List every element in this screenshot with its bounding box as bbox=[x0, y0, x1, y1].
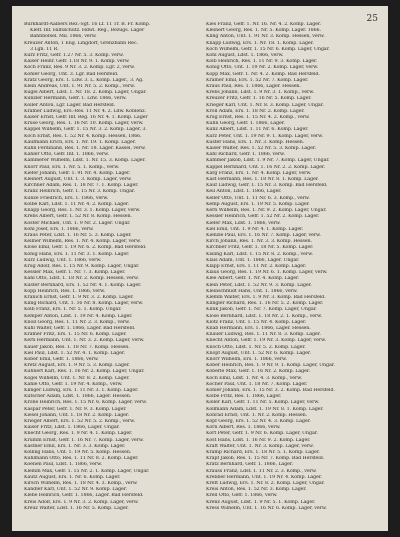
list-item: Krieger Karl, Unt. 1. Nr. 8. 3. Komp. Lager, Ungar. bbox=[206, 102, 324, 108]
list-item: Kolbe Karl, Ldst. 1. 11 Nr. 4. 2. Komp. Lager. bbox=[24, 201, 129, 207]
list-item: Kolling Hans, Unt. 1. 19 Nr. 5. Komp. Hessen. bbox=[24, 450, 132, 456]
list-item: Kies Franz, Gefr. 1. Nr. 16. Nr. 4. 2. Komp. Lager. bbox=[206, 22, 321, 27]
document-page bbox=[12, 6, 388, 531]
list-item: Krumm Ernst, Gefr. 1. 16 Nr. 7. Komp. Lager, verw. bbox=[24, 437, 144, 443]
list-item: Kisling Karl, Ldst. 1. 15 Nr. 8. 2. Komp., verw. bbox=[206, 251, 313, 257]
list-item: Knorr Wilhelm, Ers. 1. 1866, verw. bbox=[206, 356, 287, 362]
list-item: Kaufmann Erich, Ers. 1. Nr. 19. 1. Komp. Lager. bbox=[24, 139, 136, 145]
list-item: Kutscher Adam, Ldst. 1. 1866, Lager. Hessen. bbox=[24, 394, 132, 400]
list-item: Kemper Anton, Ldst. 1. 19 Nr. 4. Komp. Lager. bbox=[24, 313, 133, 319]
list-item: Kroll Adam, Ers. 1. 18 Nr. 2. Komp. Lager. bbox=[206, 108, 305, 114]
list-item: Kreis Adolf, Ers. 1. 9 Nr. 3. 2. Komp. Lager, verw. bbox=[24, 499, 139, 505]
list-item: Kern Hermann, Unt. 1. Nr. 3. 2. Komp. Lager, verw. bbox=[24, 338, 145, 344]
list-item: Kratz Georg, Ers. 1. Ldw. 3. L. Komp. Lager., 3. Ag. bbox=[24, 77, 144, 83]
list-item: Kammer Jakob, Ldst. 1. 9 Nr. 7. Komp. Lager, Ungar. bbox=[206, 158, 330, 164]
list-item: Kolb Heinrich, Res. 1. 11 Nr. 9. 3. Komp. Lager. bbox=[206, 59, 318, 65]
list-item: Kuster Hans, Ers. 1. Nr. 3. Komp. Hessen. bbox=[206, 139, 305, 145]
list-item: Klemm Max, Gefr. 1. 15 Nr. 2. 1. Komp. Lager, Ungar. bbox=[24, 468, 150, 474]
list-item: Kreuzer Fritz, Gefr. 1. 16 Nr. 5. Komp. Lager. bbox=[206, 96, 312, 102]
list-item: Klingler Richard, Res. 1. 16 Nr. 5. 2. Komp. Lager. bbox=[206, 301, 324, 307]
list-item: Kirchner Adam, Res. 1. 18 Nr. 7. 1. Komp. Lager. bbox=[24, 183, 139, 189]
list-item: Kort Peter, Gefr. 1. 9 Nr. 6. Komp. Lager, Ungar. bbox=[206, 431, 318, 437]
list-item: Knauer Ludwig, Res. 1. 11 Nr. 8. 3. Komp. Lager. bbox=[206, 332, 321, 338]
list-item: Kirchner Fritz, Gefr. 1. 18 Nr. 5. Komp. Lager. bbox=[206, 245, 314, 251]
list-item: Kirsch Wilhelm, Res. 1. 18 Nr. 4. 3. Komp., verw. bbox=[24, 481, 138, 487]
list-item: Keil Anton, Ldst. 1. 1866, Lager. bbox=[206, 189, 282, 195]
list-item: Kappel Bernhard, Unt. 1. 16 Nr. 2. 2. Komp. Lager. bbox=[206, 164, 325, 170]
list-item: Krone Heinrich, Res. 1. 15 Nr. 6. Komp. Lager, verw. bbox=[24, 400, 147, 406]
list-item: Krieger Albert, Ers. 1. 52 Nr. 5. 2. Komp., verw. bbox=[24, 419, 135, 424]
list-item: Kober Emil, Gefr. 1. 1866, verw. bbox=[24, 356, 99, 362]
list-item: Kramp Richard, Ers. 1. 18 Nr. 5. 1. Komp. Lager. bbox=[206, 450, 320, 456]
list-item: Kocher Paul, Unt. 1. 18 Nr. 7. Komp. Lager. bbox=[206, 381, 308, 387]
list-item: Kern Wilhelm, Res. 1. Nr. 9. 2. Komp. Lager, Ungar. bbox=[206, 208, 327, 214]
list-item: Kollmann Adam, Ldst. 1. 19 Nr. 8. 1. Komp. Lager. bbox=[206, 406, 324, 412]
list-item: Kammerer Wilhelm, Ldst. 1. Nr. 15. 3. Komp. Lager. bbox=[24, 158, 146, 164]
list-item: Klapp Ernst, Ers. 1. 11 Nr. 2. Komp. Lager. bbox=[206, 263, 307, 269]
list-item: Knoch Otto, Ldst. 1. Nr. 5. 2. Komp. Lager. bbox=[206, 344, 306, 350]
list-item: Koch Wilhelm, Gefr. 1. 15 Nr. 6. Komp. Lager, Ungar. bbox=[206, 46, 330, 52]
page-number: 25 bbox=[366, 14, 378, 24]
list-item: Kellner Wilhelm, Res. 1. Nr. 4. Komp. Lager, verw. bbox=[24, 239, 141, 245]
list-item: Klotz Franz, Unt. 1. 15 Nr. 4. Komp. Lager. bbox=[206, 319, 307, 325]
list-item: Knecht Anton, Gefr. 1. 19 Nr. 3. Komp. Lager, verw. bbox=[206, 338, 326, 344]
list-item: Kaiser Fritz, Ldst. 1. 1866, Lager. Ungar. bbox=[24, 425, 120, 431]
list-item: Kastner Emil, Ers. 1. Nr. 3. 3. Komp. Lager. bbox=[24, 443, 126, 449]
list-item: Kauer Jakob, Res. 1. 18 Nr. 7. Komp. Hessen. bbox=[24, 344, 130, 350]
list-item: Klais Adam, Unt. 1. 1866, Lager. Ungar. bbox=[206, 257, 300, 263]
list-item: Kurz Ludwig, Unt. 1. 1866, verw. bbox=[24, 257, 102, 263]
list-item: Kappel Wilhelm, Gefr. 1. 15 Nr. 3. 2. Komp. Lager, 3. bbox=[24, 127, 147, 133]
list-item: Krapf Jakob, Res. 1. 15 Nr. 7. Komp. Bad Hersfeld. bbox=[206, 456, 325, 462]
list-item: Koenen Paul, Ldst. 1. 1866, verw. bbox=[24, 462, 102, 468]
list-item: Knecht Georg, Res. 1. 9 Nr. 4. 1. Komp. Lager. bbox=[24, 431, 133, 437]
list-item: Kogel Wilhelm, Unt. 1. Nr. 8. 2. Komp. Lager. bbox=[24, 375, 130, 381]
list-item: Kahle Otto, Gefr. 1. 19 Nr. 4. Komp., verw. bbox=[24, 381, 123, 387]
list-item: Koch Franz, Res. 9 Nr. 3. 2. Komp. Lgr. 2, verw. bbox=[24, 65, 135, 71]
list-item: Kunze Friedrich, Ers. 1. 1866, verw. bbox=[24, 195, 109, 201]
list-item: Kaiser Walter, Res. 1. 52 Nr. 5. 3. Komp. Lager. bbox=[206, 146, 316, 152]
column-left bbox=[24, 22, 196, 521]
list-item: Krebs Johann, Ldst. 1. 9 Nr. 3. 1. Komp., verw. bbox=[206, 90, 315, 96]
list-item: Kopp Max, Gefr. 1. Nr. 4. 2. Komp. Bad Hersfeld. bbox=[206, 71, 320, 77]
list-item: Kurz Fritz, Gefr. 1.27 Nr. 5. 3. Komp. verw. bbox=[24, 53, 124, 59]
list-item: Kuhn Ferdinand, Res. 1. Nr. 18. Lager. Kassel, verw. bbox=[24, 146, 146, 152]
list-item: Kober Heinrich, Res. 1. 9 Nr. 9. 1. Komp. Lager, Ungar. bbox=[206, 363, 335, 369]
list-item: Kauf Ludwig, Gefr. 1. 15 Nr. 3. Komp. Bad Hersfeld. bbox=[206, 183, 328, 189]
list-item: Koller Karl, Gefr. 1. 11 Nr. 5. Komp. Lager, verw. bbox=[206, 400, 320, 406]
list-item: Kleff. Inf. Hilfsschutz. Hdwl. Reg., Bezugs. Lager bbox=[30, 28, 145, 34]
list-item: Kessler Heinrich, Gefr. 1. 52 Nr. 2. Komp. Lager. bbox=[206, 214, 320, 220]
list-item: Kiefer Johann, Gefr. 1. 91 Nr. 4. Komp. Lager. bbox=[24, 170, 131, 176]
list-item: Koller Anton, Lgr. Lager. Bad Hersfeld. bbox=[24, 102, 116, 108]
list-item: Kuhn Georg, Gefr. 1. 1866, Lager. bbox=[206, 121, 285, 127]
list-item: Kraus Paul, Res. 1. 1866, Lager. Hessen. bbox=[206, 84, 301, 90]
column-right bbox=[206, 22, 378, 521]
list-item: Kreis Anton, Res. 1. 52 Nr. 3. Komp. Lager. bbox=[206, 487, 307, 493]
list-item: Kandler Karl, Unt. 1. 52 Nr. 9. Komp. Lager. bbox=[24, 487, 127, 493]
list-item: Kahler Otto, Gefr. Inf. 1. 1866, verw. bbox=[24, 152, 109, 158]
list-item: Klee Albert, Gefr. 1. Nr. 4. Komp. Lager. bbox=[206, 276, 300, 282]
list-item: Keller Otto, Unt. 1. 11 Nr. 6. 3. Komp., verw. bbox=[206, 195, 310, 201]
list-item: Klein Andreas, Unt. 1. 91 Nr. 5. 2. Komp., verw. bbox=[24, 84, 135, 90]
list-item: Krebs Albert, Gefr. 1. 52 Nr. 8. Komp. Hessen. bbox=[24, 214, 132, 220]
list-item: Kleinert August, Unt. 1. 3. Komp. Lager, verw. bbox=[24, 177, 132, 183]
list-item: Kiel Paul, Ldst. 1. 52 Nr. 4. 1. Komp. Lager. bbox=[24, 350, 125, 356]
list-item: Klose Emil, Gefr. 1. 19 Nr. 6. 2. Komp. Bad Hersfeld. bbox=[24, 245, 147, 251]
list-item: Kahl Otto, Ldst. 1. 18 Nr. 2. Komp. Hessen, verw. bbox=[24, 276, 139, 282]
list-item: Kaiser Heinr. Gefr. 1.18 Nr. 9. 1. Komp. verw. bbox=[24, 59, 130, 65]
list-item: Bahnhofsel. Mil. 1866, verw. bbox=[30, 34, 97, 40]
list-item: Kretz August, Ers. 1. 9 Nr. 5. 3. Komp. Lager. bbox=[24, 363, 130, 369]
list-item: Kaiser Ernst, Gefr. Inf. Reg. 16 Nr. 4. 1. Komp. Lager bbox=[24, 115, 148, 121]
list-item: Krug Ernst, Res. 1. 15 Nr. 4. 2. Komp., verw. bbox=[206, 115, 310, 121]
list-item: Kraus Peter, Ldst. 1. 16 Nr. 5. 3. Komp. Lager. bbox=[24, 232, 132, 238]
list-item: Kaspar Peter, Gefr. 1. Nr. 9. 3. Komp. Lager. bbox=[24, 406, 127, 412]
list-item: Kress Wilhelm, Unt. 1. 16 Nr. 6. Komp. Lager, verw. bbox=[206, 505, 327, 511]
list-item: Knoll Georg, Res. 1. 11 Nr. 2. 3. Komp., verw. bbox=[24, 319, 130, 325]
list-item: Kohler Johann, Ers. 1. 15 Nr. 3. 2. Komp. Bad Hersfeld. bbox=[206, 387, 335, 393]
list-item: Kunzler Hermann, Gefr. 1. Ldw. 1866, verw. bbox=[24, 96, 127, 102]
list-item: Kast Hermann, Res. 1. 18 Nr. 8. 1. Komp. Lager. bbox=[206, 177, 319, 183]
list-item: Knapp Georg, Res. 1. Nr. 3. 1. Komp. Lager, verw. bbox=[24, 208, 141, 214]
list-item: Kohl Josef, Ers. 1. 1866, verw. bbox=[24, 226, 94, 232]
list-item: Krug Adolf, Res. 1. 15 Nr. 9. Komp. Lager, Ungar. bbox=[24, 263, 140, 269]
list-item: Korn Albert, Res. 1. 1866, verw. bbox=[206, 425, 281, 431]
list-item: Kramer Fritz, Ers. 1. 15 Nr. 6. Komp. Lager. bbox=[24, 332, 127, 338]
list-item: Kuhlmann Otto, Res. 1. 11 Nr. 8. 2. Komp. Lager. bbox=[24, 456, 139, 462]
list-item: Kiesel Johann, Unt. 1. 18 Nr. 2. Komp. Lager. bbox=[24, 412, 130, 418]
list-item: Kleinert Georg, Res. 1. Nr. 5. Komp. Lager. 1866. bbox=[206, 28, 321, 34]
list-item: Kuster Bernhard, Ers. 1. 52 Nr. 4. 1. Komp. Lager. bbox=[24, 282, 142, 288]
list-item: Kost Hans, Ldst. 1. 16 Nr. 9. 2. Komp. Lager. bbox=[206, 437, 311, 443]
list-item: Kling Richard, Unt. 1. 16 Nr. 8. Komp. Lager, verw. bbox=[24, 301, 144, 307]
list-item: Knapp Ludwig, Ers. 1. Nr. 18. 1. Komp. Lager. bbox=[206, 40, 314, 46]
list-item: Kohler Georg, Unt. 3. Lgr. Bad Hersfeld. bbox=[24, 71, 119, 77]
list-item: Konig Hans, Ers. 1. 11 Nr. 3. 1. Komp. Lager. bbox=[24, 251, 130, 257]
list-item: Kranz Heinrich, Gefr. 1. 15 Nr. 3. Komp. Ungar. bbox=[24, 189, 135, 195]
text-columns bbox=[24, 22, 378, 521]
list-item: Kahl Richard, Gefr. 1. 1866, verw. bbox=[206, 152, 285, 158]
list-item: Kuhnert Karl, Res. 1. 16 Nr. 2. Komp. Lager, Ungar. bbox=[24, 369, 145, 375]
list-item: Kirch Johann, Res. 1. Nr. 3. 3. Komp. Hessen. bbox=[206, 239, 312, 245]
list-item: Kraft Walter, Unt. 1. Nr. 3. Komp. Lager, verw. bbox=[206, 443, 314, 449]
list-item: Knab Hermann, Ers. 1. 1866, Lager. Hessen. bbox=[206, 325, 311, 331]
list-item: Konig Otto, Unt. 1. 19 Nr. 2. Komp. Lager, verw. bbox=[206, 65, 319, 71]
list-item: Kolb Franz, Ers. 1. Nr. 5. 1. Komp. Ungar. bbox=[24, 307, 122, 313]
list-item: Krebber Hermann, Unt. 1. 19 Nr. 4. Komp. Lager. bbox=[206, 474, 322, 480]
list-item: Karg Franz, Ers. 1. Nr. 4. Komp. Lager, verw. bbox=[206, 170, 312, 176]
list-item: Kohl August, Ldst. 1. 1866, verw. bbox=[206, 53, 284, 59]
list-item: Kling Anton, Unt. 1. 91 Nr. 3. Komp. Hessen, verw. bbox=[206, 34, 325, 40]
list-item: Kruse Georg, Res. 1. 16 Nr. 10. Komp. Lager, verw. bbox=[24, 121, 144, 127]
list-item: Kopp Heinrich, Res. 1. 1866, verw. bbox=[24, 288, 106, 294]
list-item: 3 Lgn. 11 R. bbox=[30, 46, 59, 52]
list-item: Kleinschmidt Hans, Unt. 1. 1866, verw. bbox=[206, 288, 298, 294]
list-item: Krell Otto, Gefr. 1. 1866, verw. bbox=[206, 493, 278, 499]
list-item: Klaus Georg, Res. 1. 19 Nr. 6. 1. Komp. Lager, verw. bbox=[206, 270, 328, 276]
list-item: Kurz Peter, Unt. 1. 19 Nr. 9. 1. Komp. Lager, verw. bbox=[206, 133, 323, 139]
list-item: Kopf Georg, Ers. 1. 52 Nr. 4. 3. Komp. Lager. bbox=[206, 419, 311, 424]
list-item: Klebe Heinrich, Gefr. 1. 1866, Lager. Bad Hersfeld. bbox=[24, 493, 144, 499]
list-item: Klose Bernhard, Ldst. 1. 18 Nr. 2. 1. Komp., verw. bbox=[206, 313, 323, 319]
list-item: Kreuzer Anton, 1 Eng. Lingdorf, Grenzbahn Rec. bbox=[24, 40, 138, 46]
list-item: Kiefer Max, Ldst. 1. 1866, verw. bbox=[206, 220, 281, 226]
list-item: Kolbe Fritz, Res. 1. 1866, Lager. bbox=[206, 394, 282, 400]
list-item: Kratz Bernhard, Gefr. 1. 1866, Lager. bbox=[206, 462, 293, 468]
list-item: Kreuz Walter, Ldst. 1. 16 Nr. 5. Komp. Lager. bbox=[24, 505, 129, 511]
list-item: Kunz Albert, Ldst. 1. 11 Nr. 6. Komp. Lager. bbox=[206, 127, 309, 133]
list-item: Konrad Ernst, Unt. 1. Nr. 2. Komp. Hessen. bbox=[206, 412, 308, 418]
list-item: Kessler Max, Gefr. 1. Nr. 7. 3. Komp. Lager. bbox=[24, 270, 126, 276]
list-item: Koberle Max, Gefr. 1. 16 Nr. 2. Komp. Lager. bbox=[206, 369, 310, 375]
list-item: Klinger Ludwig, Ers. 1. 11 Nr. 3. 1. Komp. Lager. bbox=[24, 387, 139, 393]
list-item: Kautz August, Ers. 1. Nr. 6. Komp. Lager. bbox=[24, 474, 121, 480]
list-item: Krenz August, Ldst. 1. 9 Nr. 5. 1. Komp. Lager. bbox=[206, 499, 316, 505]
list-item: Kuhl Walter, Gefr. 1. 1866, Lager. Bad Hersfeld. bbox=[24, 325, 136, 331]
list-item: Kiel Emil, Unt. 1. 9 Nr. 4. 1. Komp. Lager. bbox=[206, 226, 304, 232]
list-item: Kemp August, Ers. 1. 19 Nr. 5. Komp. Lager. bbox=[206, 201, 310, 207]
list-item: Klein Peter, Ldst. 1. 52 Nr. 9. 3. Komp. Lager. bbox=[206, 282, 312, 288]
list-item: Koch Ernst, Res. 1. 52 Nr. 4. Komp. Hessen, 1866. bbox=[24, 133, 142, 139]
list-item: Kugel Albert, Ldst. 1. Nr. 18. 2. Komp. Lager, Ungar. bbox=[24, 90, 147, 96]
list-item: Klink Jakob, Gefr. 1. Nr. 7. Komp. Lager, Ungar. bbox=[206, 307, 317, 313]
list-item: Burkhardt-Aalbers Rez.-Sgt. 16 Lf. 11 Tr. B. Fr. Komp. bbox=[24, 22, 151, 27]
list-item: Kienzle Paul, Ers. 1. 16 Nr. 7. Komp. Lager, verw. bbox=[206, 232, 321, 238]
list-item: Knopf August, Unt. 1. 52 Nr. 6. Komp. Lager. bbox=[206, 350, 311, 356]
list-item: Kramer Ludwig, Ers.-Res. 11 Nr. 4. 2. Ldw. Koblenz. bbox=[24, 108, 146, 114]
list-item: Koch Emil, Ldst. 1. Nr. 4. 3. Komp., verw. bbox=[206, 375, 303, 381]
list-item: Kranich Ernst, Gefr. 1. 9 Nr. 3. 2. Komp. Lager. bbox=[24, 294, 134, 300]
list-item: Krauss Franz, Ldst. 1. 11 Nr. 2. 3. Komp., verw. bbox=[206, 468, 317, 474]
list-item: Kramer Emil, Ers. 1. 52 Nr. 7. Komp. Lager. bbox=[206, 77, 309, 83]
list-item: Klemm Walter, Ers. 1. 9 Nr. 3. Komp. Bad Hersfeld. bbox=[206, 294, 326, 300]
list-item: Kreft Ludwig, Ers. 1. Nr. 8. 2. Komp. Lager, Ungar. bbox=[206, 481, 325, 487]
list-item: Koster Michael, Unt. 1. 9 Nr. 2. Lager. Ungar. bbox=[24, 220, 131, 226]
list-item: Knorr Paul, Ers. 1. Nr. 5. 1. Komp., verw. bbox=[24, 164, 120, 170]
